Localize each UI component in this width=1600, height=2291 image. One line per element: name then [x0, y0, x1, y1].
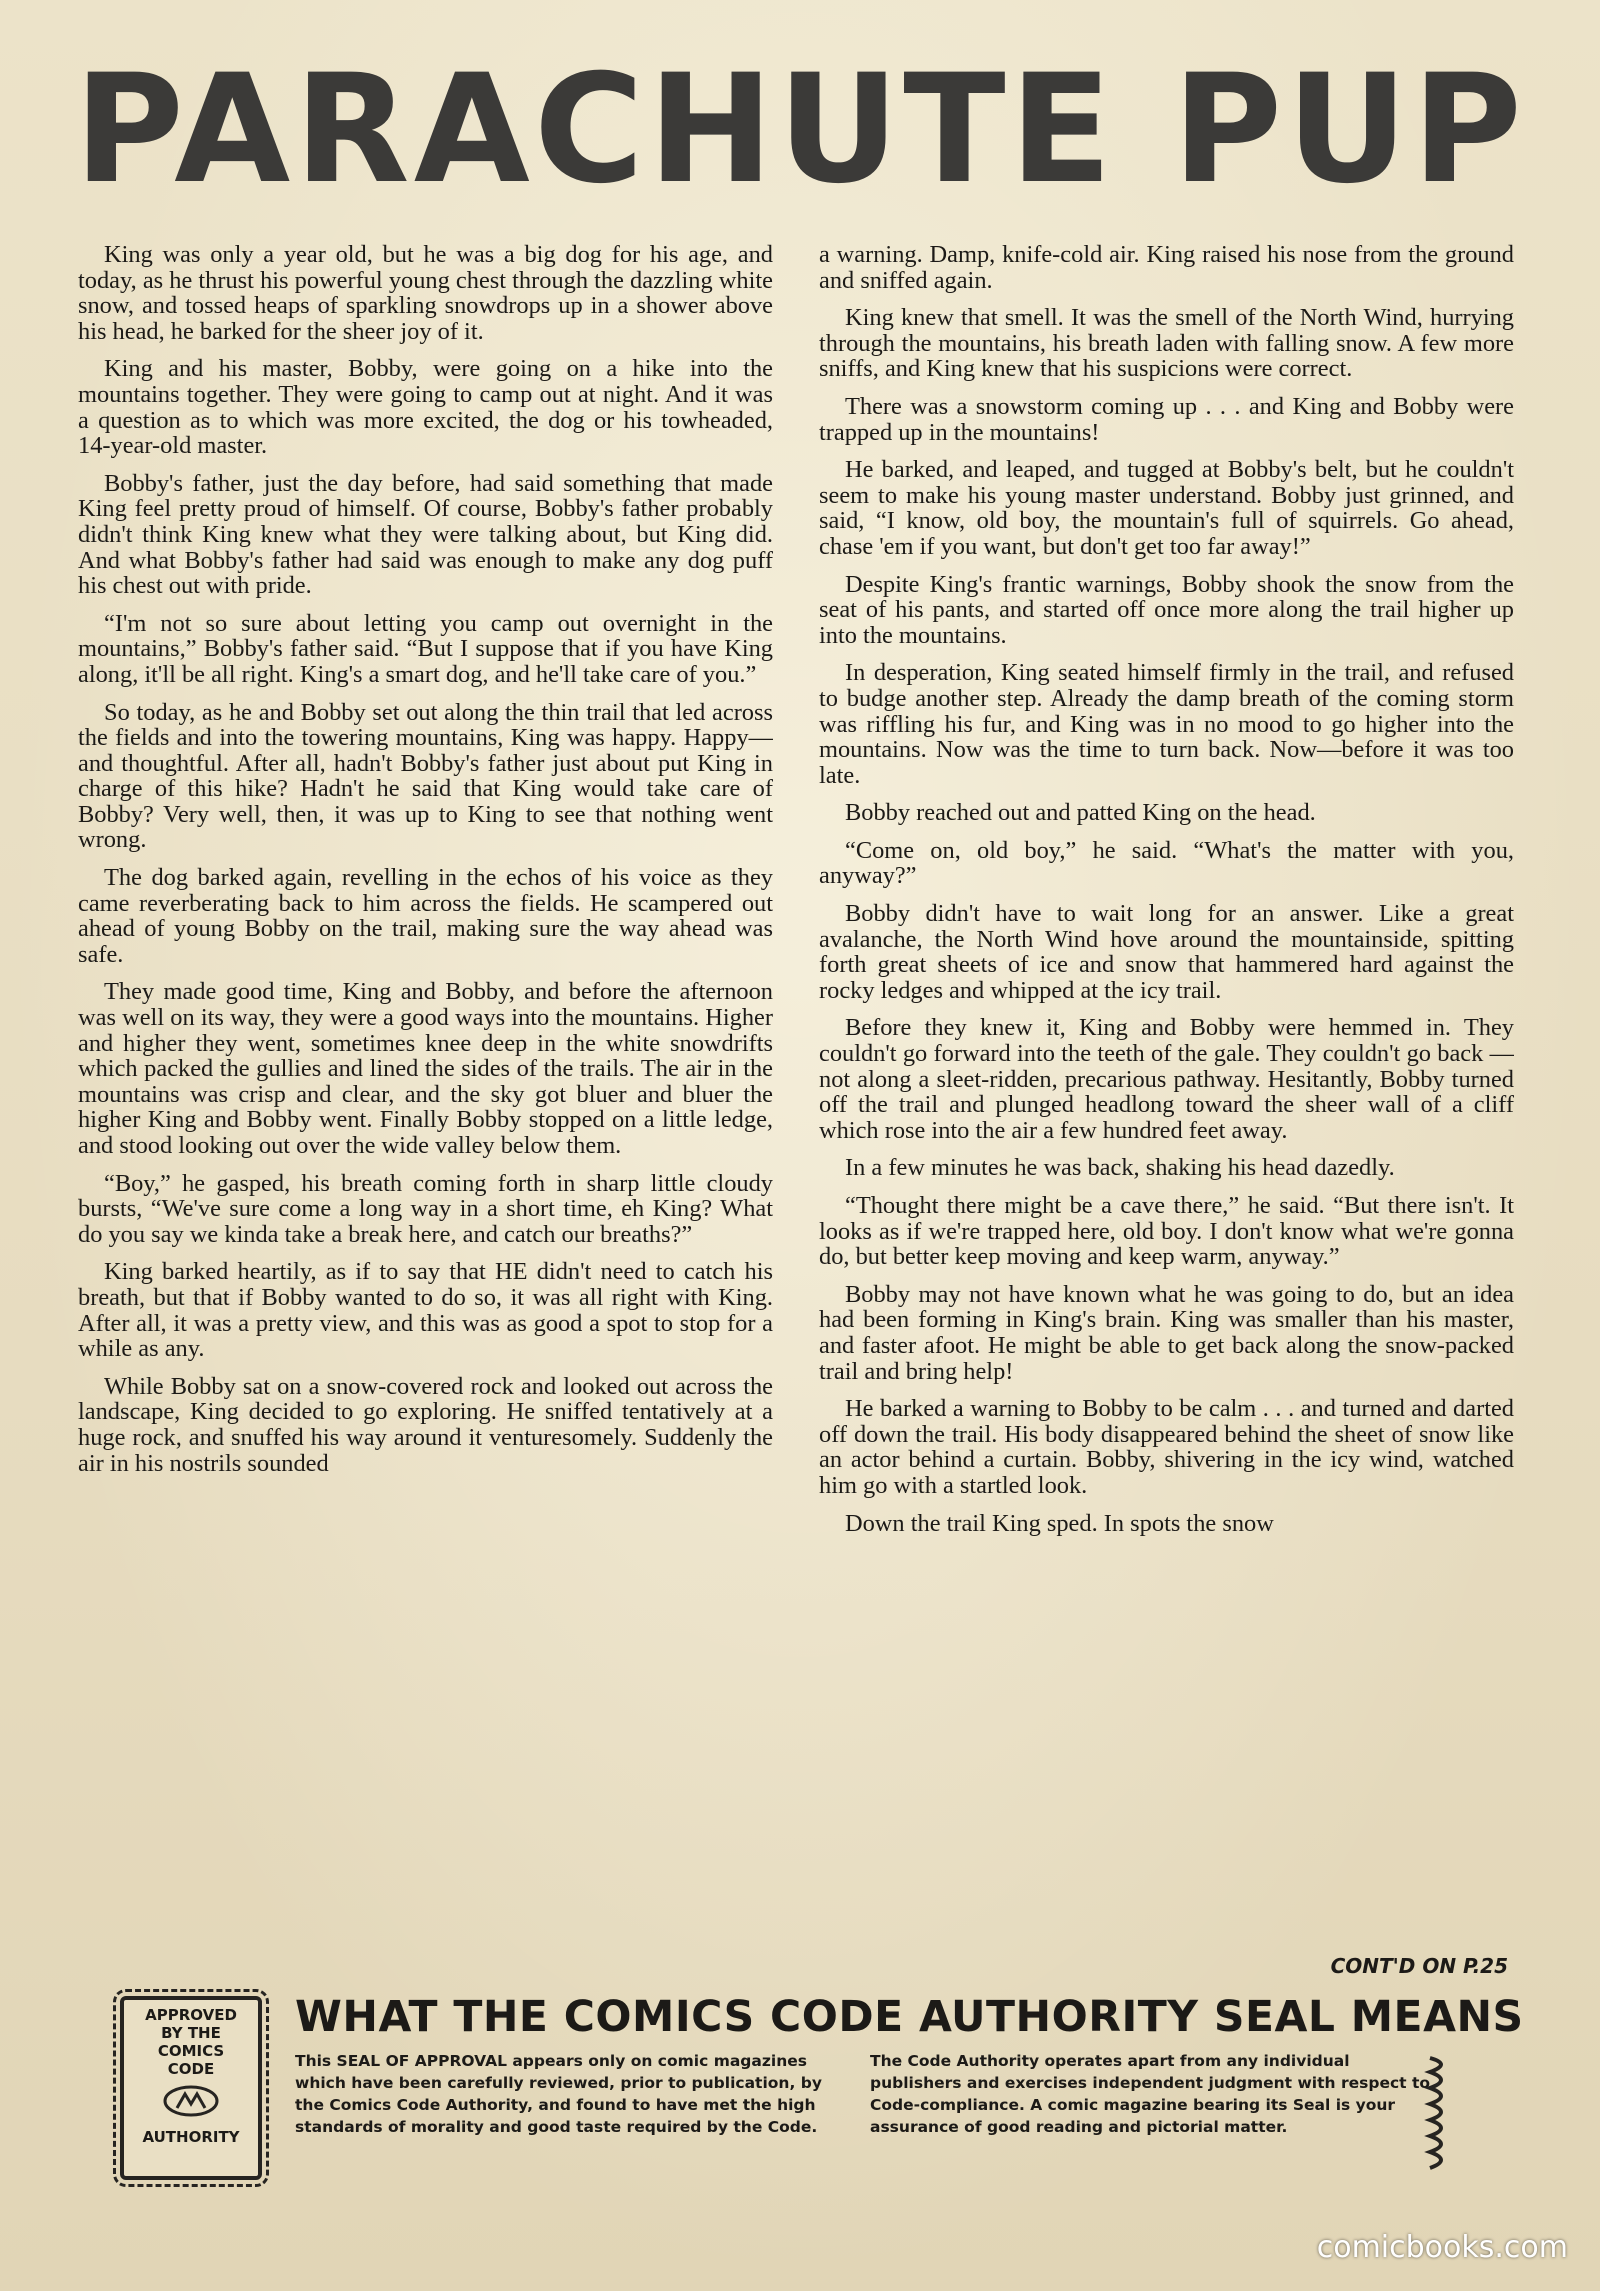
story-paragraph: Bobby may not have known what he was going to do, but an idea had been forming in King's brain. King was smaller than his master, and faster afoot. He might be able to get back along the snow-packed trail and bring help!	[819, 1280, 1514, 1385]
comics-code-seal	[120, 1996, 262, 2180]
decorative-squiggle-icon	[1422, 2050, 1460, 2180]
story-paragraph: Before they knew it, King and Bobby were hemmed in. They couldn't go forward into the teeth of the gale. They couldn't go back — not along a sleet-ridden, precarious pathway. Hesitantly, Bobby turned off the trail and plunged headlong toward the sheer wall of a cliff which rose into the air a few hundred feet away.	[819, 1014, 1514, 1144]
story-paragraph: King barked heartily, as if to say that HE didn't need to catch his breath, but that if Bobby wanted to do so, it was all right with King. After all, it was a pretty view, and this was as good a spot to stop for a while as any.	[78, 1258, 773, 1363]
story-paragraph: So today, as he and Bobby set out along the thin trail that led across the fields and into the towering mountains, King was happy. Happy—and thoughtful. After all, hadn't Bobby's father just about put King in charge of this hike? Hadn't he said that King would take care of Bobby? Very well, then, it was up to King to see that nothing went wrong.	[78, 698, 773, 854]
story-paragraph: The dog barked again, revelling in the echos of his voice as they came reverberating back to him across the fields. He scampered out ahead of young Bobby on the trail, making sure the way ahead was safe.	[78, 864, 773, 968]
story-paragraph: In a few minutes he was back, shaking his head dazedly.	[845, 1154, 1395, 1182]
seal-line: CODE	[167, 2060, 215, 2078]
story-paragraph: While Bobby sat on a snow-covered rock and looked out across the landscape, King decided to go exploring. He sniffed tentatively at a huge rock, and snuffed his way around it venturesomely. Suddenly the air in his nostrils sounded	[78, 1372, 773, 1477]
story-paragraph: Bobby reached out and patted King on the head.	[845, 799, 1316, 827]
story-column-right	[819, 242, 1514, 1947]
story-paragraph: “Boy,” he gasped, his breath coming forth in sharp little cloudy bursts, “We've sure come a long way in a short time, eh King? What do you say we kinda take a break here, and catch our breaths?”	[78, 1169, 773, 1248]
story-paragraph: King and his master, Bobby, were going on a hike into the mountains together. They were going to camp out at night. And it was a question as to which was more excited, the dog or his towheaded, 14-year-old master.	[78, 355, 773, 460]
story-paragraph: Despite King's frantic warnings, Bobby shook the snow from the seat of his pants, and started off once more along the trail higher up into the mountains.	[819, 570, 1514, 649]
story-paragraph: Down the trail King sped. In spots the snow	[845, 1509, 1274, 1537]
story-paragraph: He barked a warning to Bobby to be calm . . . and turned and darted off down the trail. His body disappeared behind the sheet of snow like an actor behind a curtain. Bobby, shivering in the icy wind, watched him go with a startled look.	[819, 1395, 1514, 1499]
seal-line: BY THE	[161, 2024, 221, 2042]
story-columns	[78, 242, 1514, 1947]
story-paragraph: King knew that smell. It was the smell of the North Wind, hurrying through the mountains, his breath laden with falling snow. A few more sniffs, and King knew that his suspicions were correct.	[819, 304, 1514, 383]
story-paragraph: They made good time, King and Bobby, and before the afternoon was well on its way, they were a good ways into the mountains. Higher and higher they went, sometimes knee deep in the white snowdrifts which packed the gullies and lined the sides of the trails. The air in the mountains was crisp and clear, and the sky got bluer and bluer the higher King and Bobby went. Finally Bobby stopped on a little ledge, and stood looking out over the wide valley below them.	[78, 978, 773, 1159]
seal-line: AUTHORITY	[142, 2128, 240, 2146]
story-paragraph: King was only a year old, but he was a big dog for his age, and today, as he thrust his powerful young chest through the dazzling white snow, and tossed heaps of sparkling snowdrops up in a shower above his head, he barked for the sheer joy of it.	[78, 242, 773, 345]
code-text-right: The Code Authority operates apart from any individual publishers and exercises independent judgment with respect to Code-compliance. A comic magazine bearing its Seal is your assurance of good reading and pictorial matter.	[870, 2052, 1431, 2136]
seal-line: COMICS	[157, 2042, 225, 2060]
story-paragraph: He barked, and leaped, and tugged at Bobby's belt, but he couldn't seem to make his young master understand. Bobby just grinned, and said, “I know, old boy, the mountain's full of squirrels. Go ahead, chase 'em if you want, but don't get too far away!”	[819, 456, 1514, 560]
story-paragraph: Bobby didn't have to wait long for an answer. Like a great avalanche, the North Wind hove around the mountainside, spitting forth great sheets of ice and snow that hammered hard against the rocky ledges and whipped at the icy trail.	[819, 900, 1514, 1004]
code-heading: WHAT THE COMICS CODE AUTHORITY SEAL MEANS	[295, 1993, 1524, 2042]
seal-emblem-icon	[161, 2084, 221, 2118]
story-paragraph: Bobby's father, just the day before, had said something that made King feel pretty proud of himself. Of course, Bobby's father probably didn't think King knew what they were talking about, but King did. And what Bobby's father had said was enough to make any dog puff his chest out with pride.	[78, 469, 773, 600]
site-watermark: comicbooks.com	[1316, 2230, 1568, 2265]
story-paragraph: “Come on, old boy,” he said. “What's the matter with you, anyway?”	[819, 836, 1514, 890]
story-column-left	[78, 242, 773, 1947]
story-paragraph: In desperation, King seated himself firmly in the trail, and refused to budge another step. Already the damp breath of the coming storm was riffling his fur, and King was in no mood to go higher into the mountains. Now was the time to turn back. Now—before it was too late.	[819, 659, 1514, 789]
story-paragraph: a warning. Damp, knife-cold air. King raised his nose from the ground and sniffed again.	[819, 242, 1514, 294]
seal-line: APPROVED	[145, 2006, 237, 2024]
comics-code-box	[120, 1990, 1524, 2190]
story-title: PARACHUTE PUP	[74, 43, 1526, 217]
continued-note: CONT'D ON P.25	[1330, 1954, 1508, 1978]
code-text-left: This SEAL OF APPROVAL appears only on comic magazines which have been carefully reviewed, prior to publication, by the Comics Code Authority, and found to have met the high standards of morality and good taste required by the Code.	[295, 2052, 822, 2136]
story-paragraph: “Thought there might be a cave there,” he said. “But there isn't. It looks as if we're trapped here, old boy. I don't know what we're gonna do, but better keep moving and keep warm, anyway.”	[819, 1192, 1514, 1271]
story-paragraph: There was a snowstorm coming up . . . and King and Bobby were trapped up in the mountains!	[819, 392, 1514, 446]
story-paragraph: “I'm not so sure about letting you camp out overnight in the mountains,” Bobby's father said. “But I suppose that if you have King along, it'll be all right. King's a smart dog, and he'll take care of you.”	[78, 609, 773, 688]
